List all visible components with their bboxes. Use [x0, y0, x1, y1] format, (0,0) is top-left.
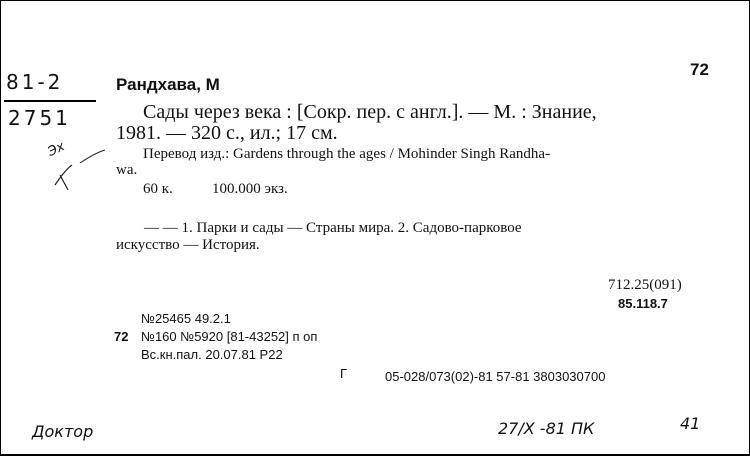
- bbk-number: 85.118.7: [618, 296, 668, 311]
- print-run: 100.000 экз.: [212, 181, 288, 197]
- title-line-2: 1981. — 320 с., ил.; 17 см.: [116, 122, 338, 144]
- note-line-2: wa.: [116, 162, 138, 178]
- handwritten-date-note: 27/X -81 ПК: [498, 419, 595, 438]
- udc-number: 712.25(091): [608, 277, 682, 293]
- footer-line-2-prefix: 72: [114, 329, 129, 344]
- footer-line-1: №25465 49.2.1: [141, 311, 231, 326]
- copy-number: 72: [690, 60, 709, 79]
- call-number-top: 81-2: [6, 70, 64, 94]
- call-number-bottom: 2751: [8, 106, 71, 130]
- footer-line-2: №160 №5920 [81-43252] п оп: [141, 329, 318, 344]
- subjects-line-2: искусство — История.: [116, 237, 260, 253]
- footer-line-3: Вс.кн.пал. 20.07.81 Р22: [141, 347, 283, 362]
- handwritten-stroke-mark: [50, 145, 110, 195]
- footer-code: 05-028/073(02)-81 57-81 3803030700: [385, 369, 606, 384]
- title-line-1: Сады через века : [Сокр. пер. с англ.]. — М. : Знание,: [143, 101, 597, 123]
- handwritten-section: Доктор: [32, 422, 94, 441]
- call-number-divider: [4, 100, 96, 102]
- footer-mark: Г: [340, 366, 348, 381]
- author-heading: Рандхава, М: [116, 75, 220, 94]
- note-line-1: Перевод изд.: Gardens through the ages / Mohinder Singh Randha-: [143, 146, 551, 162]
- initials-scribble: Эх: [45, 139, 68, 160]
- handwritten-mark-right: 41: [680, 414, 701, 433]
- price: 60 к.: [143, 181, 173, 197]
- subjects-line-1: — — 1. Парки и сады — Страны мира. 2. Садово-парковое: [144, 220, 522, 236]
